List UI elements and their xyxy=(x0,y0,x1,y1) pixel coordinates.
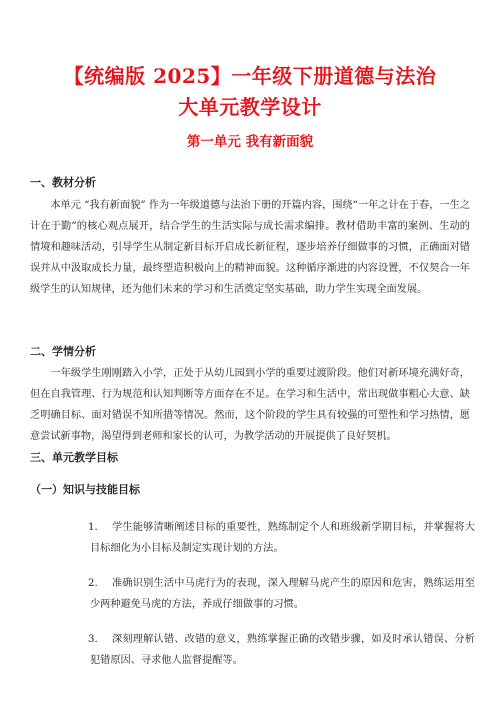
document-title-line2: 大单元教学设计 xyxy=(178,95,322,119)
section-heading-teaching-goals: 三、单元教学目标 xyxy=(30,451,118,464)
list-item xyxy=(90,517,475,559)
list-item xyxy=(90,573,475,615)
subheading-knowledge-skills: （一）知识与技能目标 xyxy=(30,483,140,496)
list-item-number: 2. xyxy=(88,578,98,589)
list-item-text: 学生能够清晰阐述目标的重要性，熟练制定个人和班级新学期目标，并掌握将大目标细化为小目标及制定实现计划的方法。 xyxy=(90,522,475,554)
list-item-number: 3. xyxy=(88,634,98,645)
list-item-text: 准确识别生活中马虎行为的表现，深入理解马虎产生的原因和危害，熟练运用至少两种避免马虎的方法，养成仔细做事的习惯。 xyxy=(90,578,475,610)
paragraph-student-analysis: 一年级学生刚刚踏入小学，正处于从幼儿园到小学的重要过渡阶段。他们对新环境充满好奇，但在自我管理、行为规范和认知判断等方面存在不足。在学习和生活中，常出现做事粗心大意、缺乏明确目标、面对错误不知所措等情况。然而，这个阶段的学生具有较强的可塑性和学习热情，愿意尝试新事物，渴望得到老师和家长的认可，为教学活动的开展提供了良好契机。 xyxy=(30,368,470,442)
list-item-text: 深刻理解认错、改错的意义，熟练掌握正确的改错步骤，如及时承认错误、分析犯错原因、寻求他人监督提醒等。 xyxy=(90,634,475,666)
paragraph-textbook-analysis: 本单元 “我有新面貌” 作为一年级道德与法治下册的开篇内容，围绕“一年之计在于春，一生之计在于勤”的核心观点展开，结合学生的生活实际与成长需求编排。教材借助丰富的案例、生动的情境和趣味活动，引导学生从制定新目标开启成长新征程，逐步培养仔细做事的习惯，正确面对错误并从中汲取成长力量，最终塑造积极向上的精神面貌。这种循序渐进的内容设置，不仅契合一年级学生的认知规律，还为他们未来的学习和生活奠定坚实基础，助力学生实现全面发展。 xyxy=(30,200,470,295)
list-item xyxy=(90,629,475,671)
list-item-number: 1. xyxy=(88,522,98,533)
section-heading-student-analysis: 二、学情分析 xyxy=(30,345,96,358)
section-heading-textbook-analysis: 一、教材分析 xyxy=(30,176,96,189)
unit-title: 第一单元 我有新面貌 xyxy=(186,134,314,150)
document-title-line1: 【统编版 2025】一年级下册道德与法治 xyxy=(63,64,437,88)
